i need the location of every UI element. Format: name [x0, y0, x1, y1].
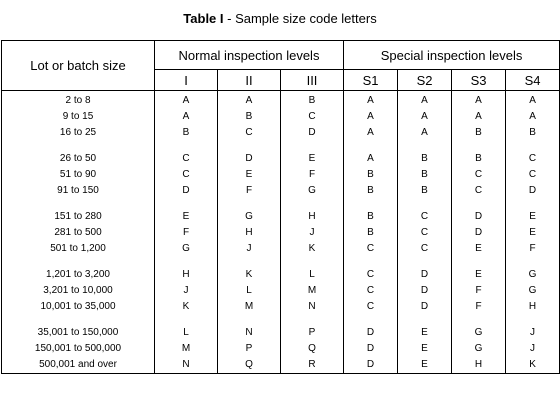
code-letter-cell: J: [155, 283, 218, 299]
code-letter-cell: A: [398, 91, 452, 110]
code-letter-cell: D: [398, 283, 452, 299]
code-letter-cell: D: [398, 267, 452, 283]
code-letter-cell: G: [155, 241, 218, 257]
table-row: [2, 167, 560, 183]
lot-size-cell: 35,001 to 150,000: [2, 325, 155, 341]
code-letter-cell: D: [506, 183, 560, 199]
spacer-cell: [452, 141, 506, 151]
code-letter-cell: H: [155, 267, 218, 283]
spacer-cell: [506, 141, 560, 151]
table-row: [2, 341, 560, 357]
code-letter-cell: N: [218, 325, 281, 341]
code-letter-cell: A: [398, 125, 452, 141]
code-letter-cell: L: [281, 267, 344, 283]
lot-size-cell: 281 to 500: [2, 225, 155, 241]
lot-size-cell: 2 to 8: [2, 91, 155, 110]
group-spacer: [2, 257, 560, 267]
code-letter-cell: C: [155, 167, 218, 183]
code-letter-cell: A: [344, 109, 398, 125]
table-row: [2, 283, 560, 299]
code-letter-cell: D: [344, 357, 398, 374]
spacer-cell: [2, 199, 155, 209]
lot-size-cell: 3,201 to 10,000: [2, 283, 155, 299]
code-letter-cell: J: [281, 225, 344, 241]
level-header-S4: S4: [506, 70, 560, 91]
lot-size-cell: 150,001 to 500,000: [2, 341, 155, 357]
spacer-cell: [155, 199, 218, 209]
code-letter-cell: F: [281, 167, 344, 183]
code-letter-cell: A: [398, 109, 452, 125]
code-letter-cell: C: [218, 125, 281, 141]
table-row: [2, 241, 560, 257]
special-levels-header: Special inspection levels: [344, 41, 560, 70]
spacer-cell: [2, 315, 155, 325]
table-row: [2, 91, 560, 110]
code-letter-cell: G: [506, 283, 560, 299]
code-letter-cell: D: [281, 125, 344, 141]
spacer-cell: [506, 315, 560, 325]
table-row: [2, 151, 560, 167]
spacer-cell: [398, 141, 452, 151]
code-letter-cell: H: [452, 357, 506, 374]
code-letter-cell: E: [398, 341, 452, 357]
spacer-cell: [155, 315, 218, 325]
table-row: [2, 267, 560, 283]
spacer-cell: [218, 315, 281, 325]
code-letter-cell: G: [452, 341, 506, 357]
code-letter-cell: M: [155, 341, 218, 357]
code-letter-cell: M: [218, 299, 281, 315]
code-letter-cell: M: [281, 283, 344, 299]
table-row: [2, 325, 560, 341]
code-letter-cell: C: [398, 241, 452, 257]
code-letter-cell: C: [452, 183, 506, 199]
spacer-cell: [281, 315, 344, 325]
spacer-cell: [2, 141, 155, 151]
code-letter-cell: B: [452, 151, 506, 167]
code-letter-cell: A: [506, 91, 560, 110]
code-letter-cell: J: [218, 241, 281, 257]
code-letter-cell: J: [506, 341, 560, 357]
code-letter-cell: K: [218, 267, 281, 283]
code-letter-cell: L: [155, 325, 218, 341]
code-letter-cell: A: [506, 109, 560, 125]
spacer-cell: [398, 257, 452, 267]
code-letter-cell: C: [398, 209, 452, 225]
code-letter-cell: P: [281, 325, 344, 341]
level-header-S1: S1: [344, 70, 398, 91]
code-letter-cell: K: [506, 357, 560, 374]
code-letter-cell: B: [344, 167, 398, 183]
table-row: [2, 357, 560, 374]
code-letter-cell: G: [506, 267, 560, 283]
table-row: [2, 183, 560, 199]
code-letter-cell: C: [344, 267, 398, 283]
lot-size-cell: 501 to 1,200: [2, 241, 155, 257]
code-letter-cell: B: [398, 167, 452, 183]
spacer-cell: [155, 257, 218, 267]
spacer-cell: [218, 257, 281, 267]
spacer-cell: [398, 199, 452, 209]
table-row: [2, 299, 560, 315]
lot-size-cell: 51 to 90: [2, 167, 155, 183]
code-letter-cell: H: [281, 209, 344, 225]
spacer-cell: [398, 315, 452, 325]
table-row: [2, 225, 560, 241]
spacer-cell: [281, 199, 344, 209]
code-letter-cell: D: [452, 225, 506, 241]
table-caption-title: - Sample size code letters: [223, 11, 377, 26]
group-spacer: [2, 315, 560, 325]
lot-size-cell: 16 to 25: [2, 125, 155, 141]
code-letter-cell: E: [452, 267, 506, 283]
code-letter-cell: C: [452, 167, 506, 183]
code-letter-cell: E: [506, 209, 560, 225]
spacer-cell: [344, 199, 398, 209]
code-letter-cell: B: [281, 91, 344, 110]
code-letter-cell: B: [155, 125, 218, 141]
lot-size-cell: 10,001 to 35,000: [2, 299, 155, 315]
code-letter-cell: A: [344, 125, 398, 141]
code-letter-cell: A: [452, 109, 506, 125]
code-letter-cell: Q: [218, 357, 281, 374]
lot-size-cell: 91 to 150: [2, 183, 155, 199]
code-letter-cell: B: [452, 125, 506, 141]
code-letter-cell: C: [506, 167, 560, 183]
code-letter-cell: F: [452, 283, 506, 299]
code-letter-cell: H: [218, 225, 281, 241]
table-row: [2, 209, 560, 225]
code-letter-cell: G: [452, 325, 506, 341]
code-letter-cell: C: [281, 109, 344, 125]
normal-levels-header: Normal inspection levels: [155, 41, 344, 70]
lot-size-cell: 1,201 to 3,200: [2, 267, 155, 283]
sample-size-code-table: [1, 40, 560, 374]
spacer-cell: [452, 257, 506, 267]
code-letter-cell: Q: [281, 341, 344, 357]
code-letter-cell: E: [155, 209, 218, 225]
code-letter-cell: C: [506, 151, 560, 167]
code-letter-cell: E: [218, 167, 281, 183]
level-header-S3: S3: [452, 70, 506, 91]
code-letter-cell: A: [155, 91, 218, 110]
level-header-II: II: [218, 70, 281, 91]
code-letter-cell: F: [155, 225, 218, 241]
group-spacer: [2, 199, 560, 209]
spacer-cell: [452, 199, 506, 209]
spacer-cell: [344, 257, 398, 267]
lot-size-cell: 500,001 and over: [2, 357, 155, 374]
code-letter-cell: E: [398, 325, 452, 341]
code-letter-cell: G: [281, 183, 344, 199]
code-letter-cell: B: [344, 209, 398, 225]
code-letter-cell: N: [281, 299, 344, 315]
code-letter-cell: J: [506, 325, 560, 341]
spacer-cell: [281, 257, 344, 267]
code-letter-cell: C: [344, 283, 398, 299]
table-body: [2, 91, 560, 374]
lot-size-header: Lot or batch size: [2, 41, 155, 91]
code-letter-cell: A: [155, 109, 218, 125]
code-letter-cell: K: [155, 299, 218, 315]
level-header-III: III: [281, 70, 344, 91]
code-letter-cell: A: [344, 151, 398, 167]
code-letter-cell: F: [452, 299, 506, 315]
code-letter-cell: A: [344, 91, 398, 110]
code-letter-cell: D: [155, 183, 218, 199]
code-letter-cell: K: [281, 241, 344, 257]
code-letter-cell: B: [218, 109, 281, 125]
code-letter-cell: C: [155, 151, 218, 167]
spacer-cell: [155, 141, 218, 151]
code-letter-cell: C: [398, 225, 452, 241]
spacer-cell: [2, 257, 155, 267]
code-letter-cell: N: [155, 357, 218, 374]
spacer-cell: [218, 199, 281, 209]
code-letter-cell: F: [218, 183, 281, 199]
spacer-cell: [218, 141, 281, 151]
code-letter-cell: B: [344, 225, 398, 241]
code-letter-cell: D: [398, 299, 452, 315]
code-letter-cell: E: [506, 225, 560, 241]
spacer-cell: [506, 199, 560, 209]
level-header-I: I: [155, 70, 218, 91]
code-letter-cell: R: [281, 357, 344, 374]
code-letter-cell: D: [344, 325, 398, 341]
code-letter-cell: B: [398, 151, 452, 167]
code-letter-cell: B: [344, 183, 398, 199]
code-letter-cell: D: [452, 209, 506, 225]
table-caption: [0, 10, 560, 28]
lot-size-cell: 151 to 280: [2, 209, 155, 225]
code-letter-cell: C: [344, 299, 398, 315]
table-row: [2, 125, 560, 141]
code-letter-cell: B: [398, 183, 452, 199]
spacer-cell: [452, 315, 506, 325]
group-spacer: [2, 141, 560, 151]
code-letter-cell: D: [218, 151, 281, 167]
code-letter-cell: L: [218, 283, 281, 299]
spacer-cell: [344, 141, 398, 151]
code-letter-cell: H: [506, 299, 560, 315]
table-caption-number: Table I: [183, 11, 224, 26]
spacer-cell: [281, 141, 344, 151]
code-letter-cell: F: [506, 241, 560, 257]
code-letter-cell: D: [344, 341, 398, 357]
code-letter-cell: A: [218, 91, 281, 110]
code-letter-cell: A: [452, 91, 506, 110]
code-letter-cell: P: [218, 341, 281, 357]
spacer-cell: [506, 257, 560, 267]
code-letter-cell: E: [398, 357, 452, 374]
code-letter-cell: B: [506, 125, 560, 141]
lot-size-cell: 26 to 50: [2, 151, 155, 167]
code-letter-cell: G: [218, 209, 281, 225]
level-header-S2: S2: [398, 70, 452, 91]
code-letter-cell: E: [281, 151, 344, 167]
table-row: [2, 109, 560, 125]
spacer-cell: [344, 315, 398, 325]
code-letter-cell: E: [452, 241, 506, 257]
code-letter-cell: C: [344, 241, 398, 257]
lot-size-cell: 9 to 15: [2, 109, 155, 125]
